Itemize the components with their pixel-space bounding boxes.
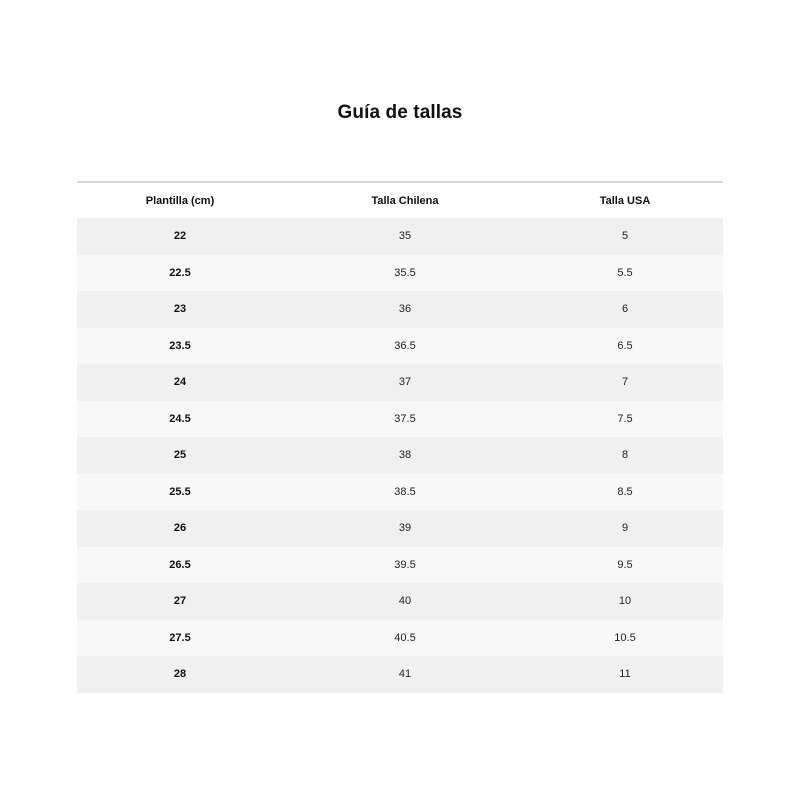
cell-usa-size: 11 [527, 656, 723, 693]
table-header-row [77, 182, 723, 218]
cell-chilean-size: 41 [283, 656, 527, 693]
table-row [77, 291, 723, 328]
table-row [77, 620, 723, 657]
cell-chilean-size: 35 [283, 218, 527, 255]
table-row [77, 656, 723, 693]
table-row [77, 364, 723, 401]
size-guide-table [77, 181, 723, 693]
table-body [77, 218, 723, 693]
cell-insole-cm: 26.5 [77, 547, 283, 584]
header-usa-size: Talla USA [527, 182, 723, 218]
table-row [77, 437, 723, 474]
cell-chilean-size: 38 [283, 437, 527, 474]
table-row [77, 401, 723, 438]
table-row [77, 547, 723, 584]
cell-usa-size: 8 [527, 437, 723, 474]
cell-chilean-size: 38.5 [283, 474, 527, 511]
cell-usa-size: 8.5 [527, 474, 723, 511]
cell-insole-cm: 28 [77, 656, 283, 693]
cell-usa-size: 6.5 [527, 328, 723, 365]
cell-usa-size: 10.5 [527, 620, 723, 657]
table-row [77, 328, 723, 365]
page-title: Guía de tallas [337, 102, 463, 123]
cell-insole-cm: 22.5 [77, 255, 283, 292]
cell-usa-size: 5 [527, 218, 723, 255]
cell-chilean-size: 35.5 [283, 255, 527, 292]
cell-usa-size: 7.5 [527, 401, 723, 438]
cell-chilean-size: 40 [283, 583, 527, 620]
cell-usa-size: 9 [527, 510, 723, 547]
cell-usa-size: 7 [527, 364, 723, 401]
cell-chilean-size: 37 [283, 364, 527, 401]
cell-chilean-size: 36.5 [283, 328, 527, 365]
table-row [77, 510, 723, 547]
header-insole-cm: Plantilla (cm) [77, 182, 283, 218]
cell-insole-cm: 23.5 [77, 328, 283, 365]
cell-usa-size: 5.5 [527, 255, 723, 292]
cell-insole-cm: 22 [77, 218, 283, 255]
cell-insole-cm: 27 [77, 583, 283, 620]
cell-usa-size: 10 [527, 583, 723, 620]
cell-chilean-size: 40.5 [283, 620, 527, 657]
table-row [77, 218, 723, 255]
cell-insole-cm: 27.5 [77, 620, 283, 657]
table-row [77, 474, 723, 511]
cell-chilean-size: 39.5 [283, 547, 527, 584]
cell-chilean-size: 37.5 [283, 401, 527, 438]
cell-insole-cm: 25 [77, 437, 283, 474]
cell-usa-size: 6 [527, 291, 723, 328]
header-chilean-size: Talla Chilena [283, 182, 527, 218]
cell-insole-cm: 25.5 [77, 474, 283, 511]
cell-usa-size: 9.5 [527, 547, 723, 584]
cell-chilean-size: 36 [283, 291, 527, 328]
table-row [77, 255, 723, 292]
cell-insole-cm: 24 [77, 364, 283, 401]
cell-insole-cm: 26 [77, 510, 283, 547]
table-row [77, 583, 723, 620]
cell-insole-cm: 23 [77, 291, 283, 328]
cell-insole-cm: 24.5 [77, 401, 283, 438]
cell-chilean-size: 39 [283, 510, 527, 547]
